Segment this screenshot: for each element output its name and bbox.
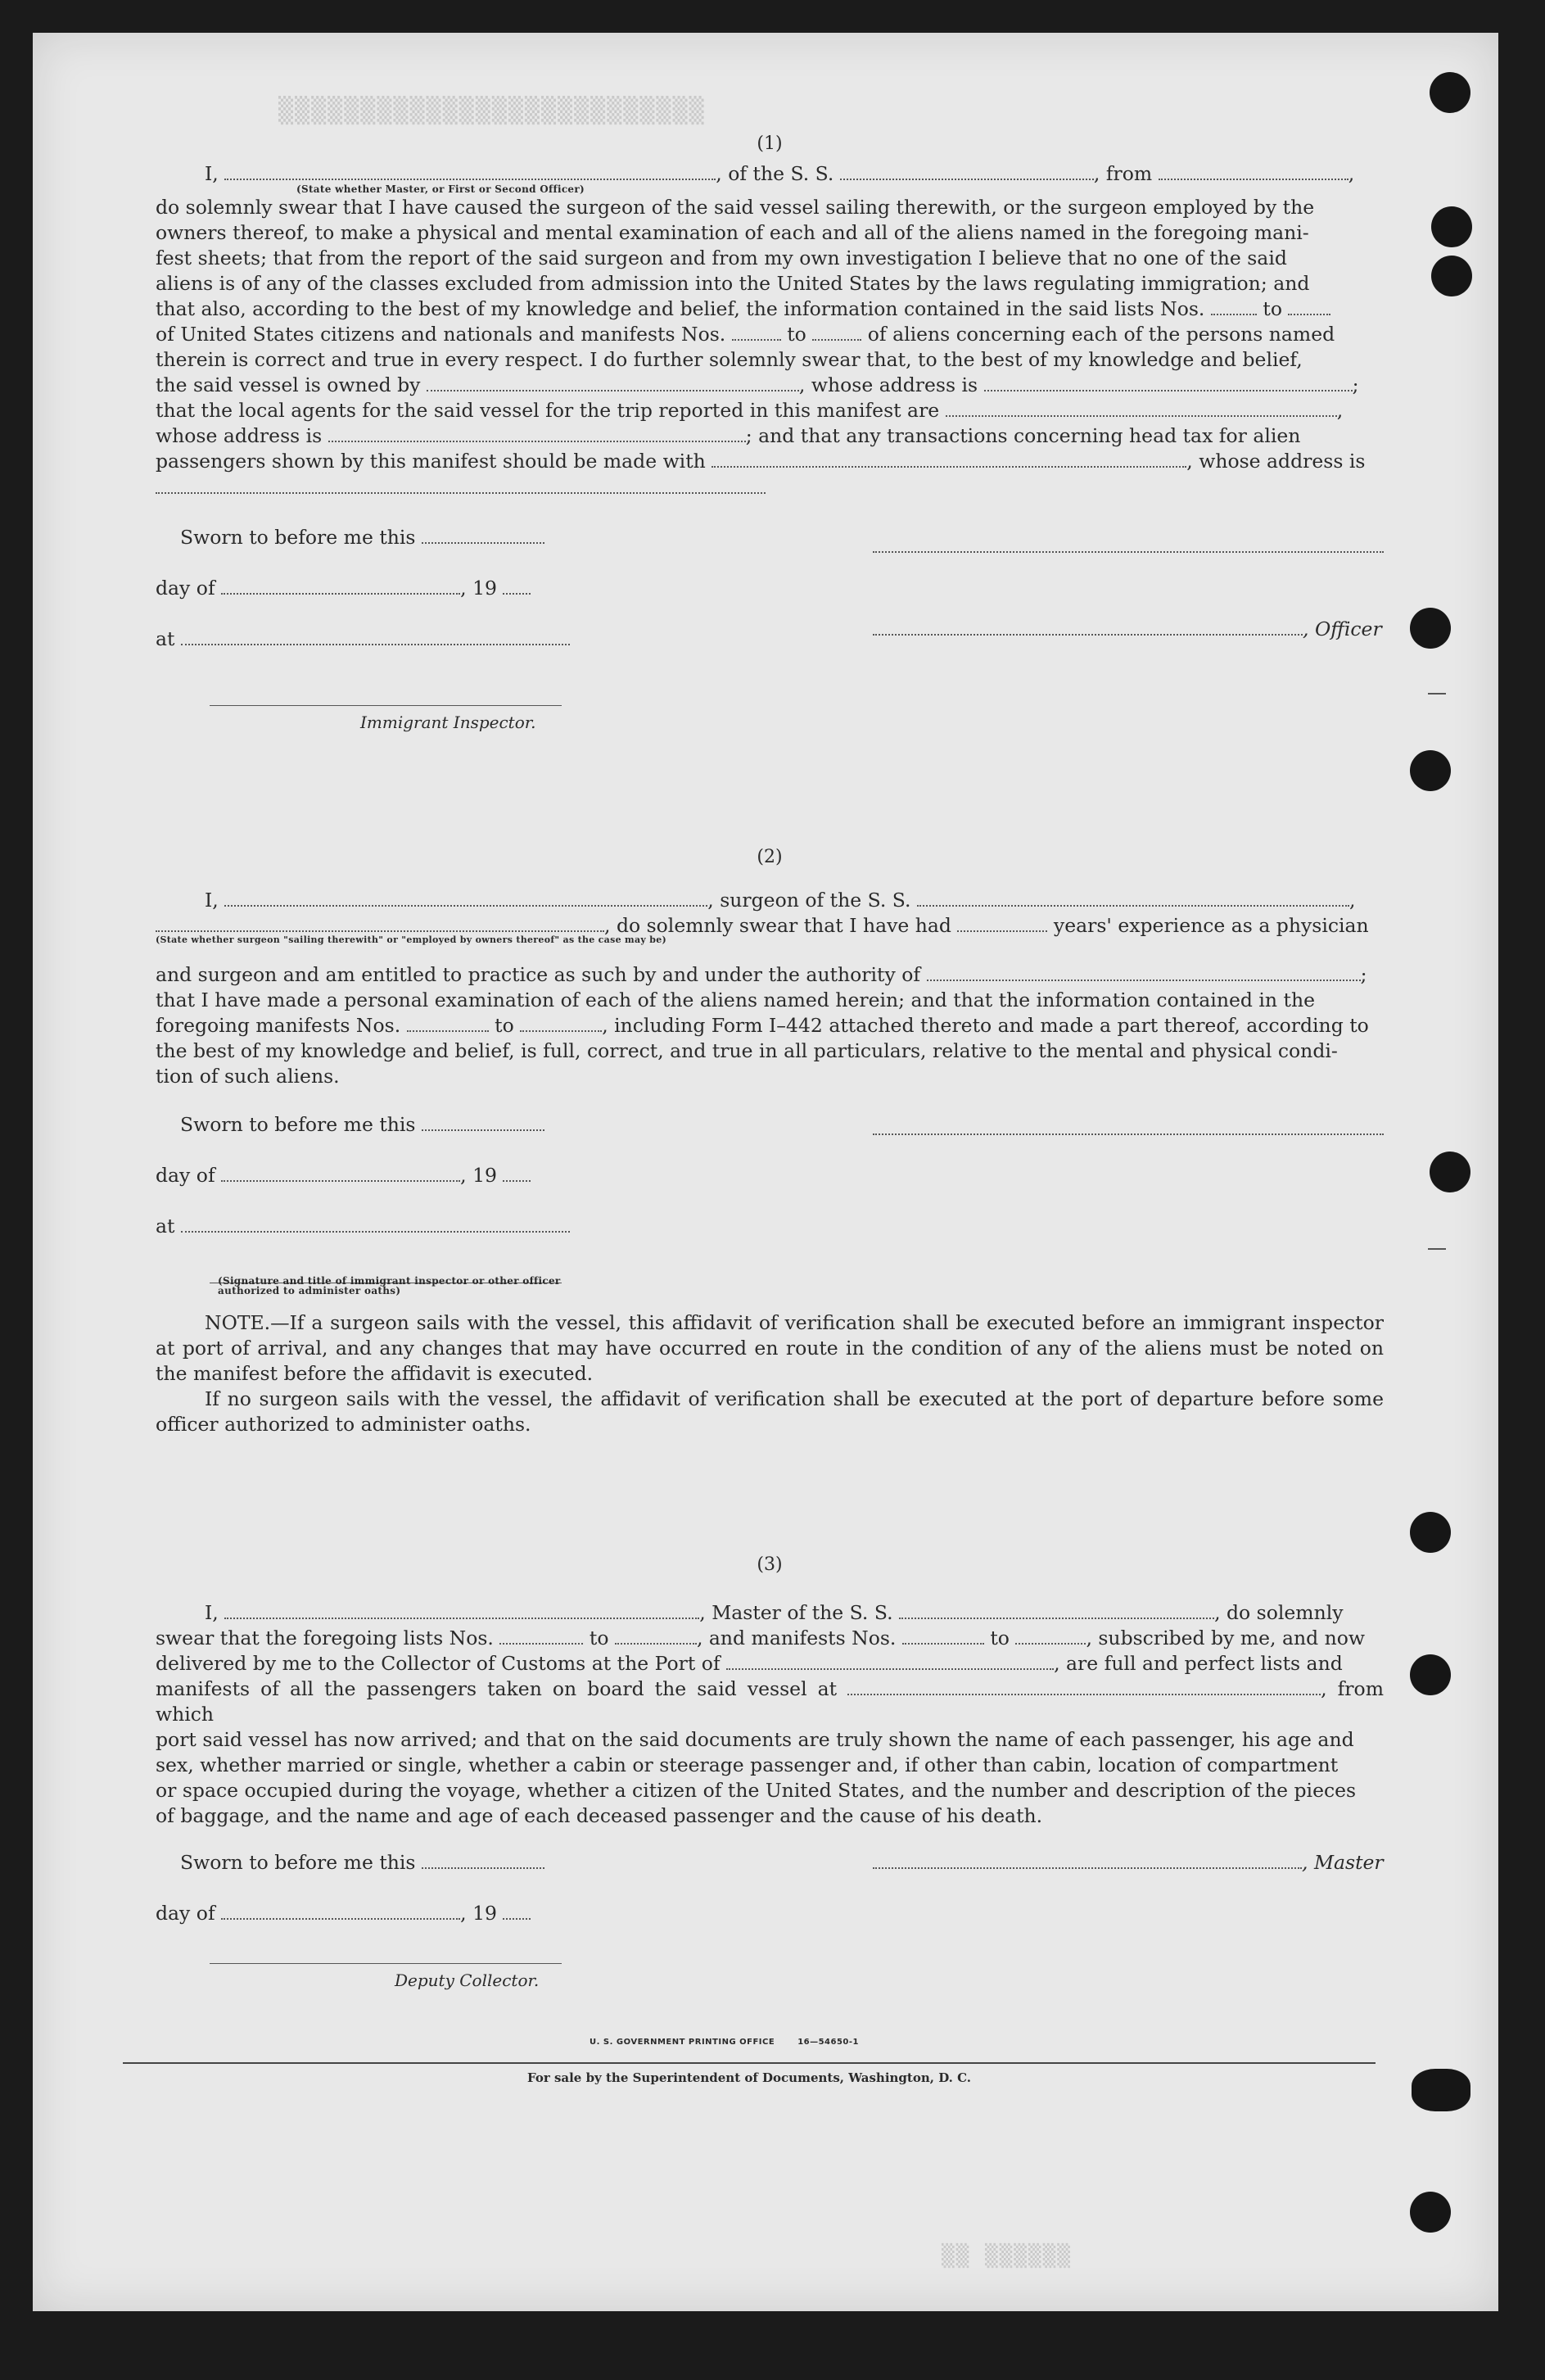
bleed-through-text: ▒▒▒▒▒▒▒▒▒▒▒▒▒▒▒▒▒▒▒▒▒▒▒▒▒▒ — [278, 97, 706, 125]
lists-to-field[interactable] — [615, 1627, 697, 1645]
punch-hole — [1430, 72, 1470, 113]
manifests-to-field[interactable] — [1015, 1627, 1086, 1645]
body-line: that also, according to the best of my knowledge and belief, the information contained in the said lists Nos. to — [156, 296, 1384, 322]
section-number: (2) — [757, 847, 783, 867]
surgeon-vessel-field[interactable] — [917, 889, 1349, 907]
vessel-name-field[interactable] — [840, 162, 1094, 180]
years-experience-field[interactable] — [957, 914, 1047, 932]
manifests-to-field[interactable] — [812, 323, 861, 341]
sworn-block: Sworn to before me this day of , 19 at Immigrant Inspector. , Officer — [156, 517, 1384, 713]
surgeon-name-field[interactable] — [224, 889, 707, 907]
body-line: owners thereof, to make a physical and mental examination of each and all of the aliens named in the foregoing mani- — [156, 221, 1309, 244]
note-paragraph: NOTE.—If a surgeon sails with the vessel, this affidavit of verification shall be executed before an immigrant inspector at port of arrival, and any changes that may have occurred en route in the condition of any of the aliens must be noted on the manifest before the affidavit is executed. — [156, 1311, 1384, 1385]
body-line: manifests of all the passengers taken on board the said vessel at , from which — [156, 1677, 1384, 1726]
inspector-label: Immigrant Inspector. — [360, 713, 536, 732]
oath-line: I, , surgeon of the S. S. , — [205, 889, 1356, 912]
oath-line: I, , Master of the S. S. , do solemnly — [205, 1601, 1344, 1624]
printing-office: U. S. GOVERNMENT PRINTING OFFICE 16—54650-1 — [590, 2038, 860, 2047]
from-port-field[interactable] — [1159, 162, 1348, 180]
body-line: that I have made a personal examination of each of the aliens named herein; and that the information contained in the — [156, 989, 1315, 1011]
punch-hole — [1410, 1654, 1451, 1695]
sworn-month-field[interactable] — [221, 1902, 460, 1920]
sworn-month-field[interactable] — [221, 577, 460, 595]
punch-hole — [1410, 2192, 1451, 2233]
officer-signature-line-1[interactable] — [873, 535, 1384, 553]
punch-hole — [1410, 1512, 1451, 1553]
foregoing-from-field[interactable] — [407, 1014, 489, 1032]
body-line: the said vessel is owned by , whose address is ; — [156, 373, 1359, 396]
owner-field[interactable] — [427, 373, 799, 391]
body-line: swear that the foregoing lists Nos. to , and manifests Nos. to , subscribed by me, and now — [156, 1627, 1366, 1649]
head-tax-agent-field[interactable] — [712, 450, 1186, 468]
body-line: foregoing manifests Nos. to , including Form I–442 attached thereto and made a part thereof, according to — [156, 1014, 1369, 1037]
punch-hole — [1430, 1152, 1470, 1192]
port-field[interactable] — [726, 1652, 1054, 1670]
lists-to-field[interactable] — [1288, 297, 1330, 315]
sworn-place-field[interactable] — [181, 1215, 570, 1233]
section-number: (3) — [757, 1554, 783, 1575]
body-line: port said vessel has now arrived; and that on the said documents are truly shown the name of each passenger, his age and — [156, 1728, 1354, 1751]
punch-hole — [1412, 2069, 1470, 2111]
head-tax-address-field[interactable] — [156, 476, 766, 494]
section-number: (1) — [757, 133, 783, 154]
surgeon-note: (State whether surgeon "sailing therewith" or "employed by owners thereof" as the case may be) — [156, 934, 667, 945]
deputy-label: Deputy Collector. — [395, 1971, 540, 1990]
oath-line: , do solemnly swear that I have had years' experience as a physician — [156, 913, 1384, 939]
master-name-field[interactable] — [224, 1601, 699, 1619]
manifests-from-field[interactable] — [902, 1627, 984, 1645]
sworn-day-field[interactable] — [422, 526, 544, 544]
sworn-year-field[interactable] — [503, 1902, 531, 1920]
body-line: aliens is of any of the classes excluded from admission into the United States by the laws regulating immigration; and — [156, 272, 1310, 295]
sworn-year-field[interactable] — [503, 577, 531, 595]
body-line: whose address is ; and that any transactions concerning head tax for alien — [156, 424, 1301, 447]
section-2 — [156, 844, 1384, 1437]
surgeon-status-field[interactable] — [156, 914, 604, 932]
footer-rule — [123, 2062, 1376, 2064]
sworn-block: Sworn to before me this , Master day of , 19 Deputy Collector. — [156, 1850, 1384, 2022]
section-1 — [156, 131, 1384, 732]
punch-hole — [1431, 206, 1472, 247]
agents-address-field[interactable] — [328, 424, 746, 442]
body-line: or space occupied during the voyage, whether a citizen of the United States, and the number and description of the pieces — [156, 1779, 1357, 1802]
form-content — [156, 131, 1384, 2022]
sworn-day-field[interactable] — [422, 1113, 544, 1131]
body-line: of baggage, and the name and age of each deceased passenger and the cause of his death. — [156, 1804, 1043, 1827]
lists-from-field[interactable] — [1211, 297, 1257, 315]
signature-note: (Signature and title of immigrant inspector or other officer authorized to administer oaths) — [218, 1275, 561, 1296]
body-line: do solemnly swear that I have caused the surgeon of the said vessel sailing therewith, or the surgeon employed by the — [156, 196, 1315, 219]
margin-tick — [1428, 1248, 1446, 1250]
body-line: therein is correct and true in every respect. I do further solemnly swear that, to the best of my knowledge and belief, — [156, 348, 1303, 371]
note-block — [156, 1310, 1384, 1437]
sworn-month-field[interactable] — [221, 1164, 460, 1182]
body-line: delivered by me to the Collector of Customs at the Port of , are full and perfect lists and — [156, 1652, 1343, 1675]
sworn-place-field[interactable] — [181, 627, 570, 645]
authority-field[interactable] — [927, 963, 1361, 981]
form-sheet — [33, 33, 1498, 2311]
punch-hole — [1431, 256, 1472, 296]
surgeon-signature-line[interactable] — [873, 1117, 1384, 1135]
body-line: that the local agents for the said vessel for the trip reported in this manifest are , — [156, 399, 1344, 422]
body-line: of United States citizens and nationals and manifests Nos. to of aliens concerning each of the persons named — [156, 323, 1335, 346]
body-line: sex, whether married or single, whether a cabin or steerage passenger and, if other than cabin, location of compartment — [156, 1753, 1339, 1776]
body-line: tion of such aliens. — [156, 1065, 340, 1088]
body-line: fest sheets; that from the report of the said surgeon and from my own investigation I believe that no one of the said — [156, 247, 1287, 269]
lists-from-field[interactable] — [499, 1627, 583, 1645]
section-3 — [156, 1552, 1384, 2022]
sale-notice: For sale by the Superintendent of Documents, Washington, D. C. — [526, 2070, 972, 2085]
officer-signature-line-2[interactable] — [873, 618, 1303, 636]
note-paragraph: If no surgeon sails with the vessel, the affidavit of verification shall be executed at the port of departure before some officer authorized to administer oaths. — [156, 1387, 1384, 1436]
owner-address-field[interactable] — [984, 373, 1353, 391]
master-note: (State whether Master, or First or Second Officer) — [296, 183, 585, 195]
sworn-year-field[interactable] — [503, 1164, 531, 1182]
local-agents-field[interactable] — [946, 399, 1337, 417]
sworn-day-field[interactable] — [422, 1851, 544, 1869]
body-line: passengers shown by this manifest should be made with , whose address is — [156, 450, 1366, 473]
master-vessel-field[interactable] — [899, 1601, 1214, 1619]
foregoing-to-field[interactable] — [520, 1014, 602, 1032]
body-line: the best of my knowledge and belief, is full, correct, and true in all particulars, relative to the mental and physical condi- — [156, 1039, 1338, 1062]
manifests-from-field[interactable] — [732, 323, 781, 341]
inspector-signature-line[interactable] — [210, 689, 562, 706]
margin-tick — [1428, 693, 1446, 695]
punch-hole — [1410, 750, 1451, 791]
embarkation-port-field[interactable] — [847, 1677, 1321, 1695]
master-name-field[interactable] — [224, 162, 716, 180]
punch-hole — [1410, 608, 1451, 649]
oath-line: I, , of the S. S. , from , — [205, 162, 1355, 185]
deputy-signature-line[interactable] — [210, 1947, 562, 1964]
body-line: and surgeon and am entitled to practice as such by and under the authority of ; — [156, 963, 1367, 986]
bleed-through-text: ▒▒ ▒▒▒▒▒▒ — [942, 2244, 1072, 2269]
sworn-block: Sworn to before me this day of , 19 at (Signature and title of immigrant inspector or other officer authorized to administer oaths) — [156, 1107, 1384, 1301]
master-signature-line[interactable] — [873, 1851, 1302, 1869]
